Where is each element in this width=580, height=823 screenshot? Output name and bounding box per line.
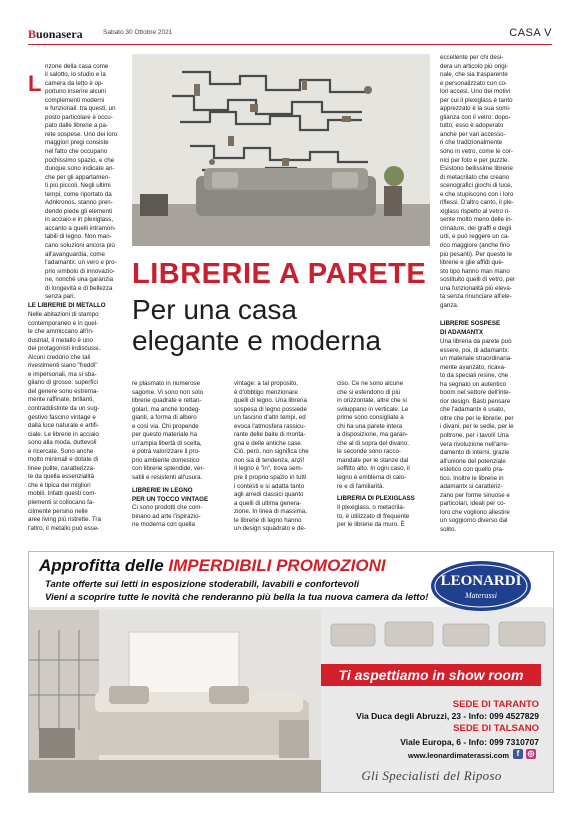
issue-date: Sabato 30 Ottobre 2021 xyxy=(103,29,173,36)
logo-subtitle: Materassi xyxy=(465,591,497,600)
col1-body: Nelle abitazioni di stampo contemporaneo e in quel- le che ammiccano all'in- dustrial, il metallo è uno dei protagonisti indiscussi. Alcuni credono che tali rivestimenti siano "freddi" e impersonali, ma si sba- gliano di grosso: superfici del genere sono estrema- mente raffinate, brillanti, contraddistinte da un sug- gestivo fascino vintage e dalla luce naturale e artifi- ciale. Le librerie in acciaio sono alla moda, duttevoli e ricercate. Sono anche molto minimali e dotate di linee pulite, caratterizza- te da quella essenzialità che è tipica dei migliori mobili. Infatti questi com- plementi si collocano fa- cilmente persino nelle aree living più ristrette. Tra l'altro, il metallo può esse- xyxy=(28,311,101,532)
brand-rest: uonasera xyxy=(36,27,83,41)
ad-offer-line: Tante offerte sui letti in esposizione stoderabili, lavabili e confortevoli xyxy=(45,579,360,590)
subheading-legno: LIBRERIE IN LEGNO PER UN TOCCO VINTAGE xyxy=(132,487,209,503)
brand-initial: B xyxy=(28,27,37,41)
bed-models-strip xyxy=(329,612,549,662)
article-intro xyxy=(28,54,125,310)
bedroom-photo xyxy=(29,610,321,792)
newspaper-brand xyxy=(28,27,83,42)
col3-body: vintage: a tal proposito, è d'obbligo menzionare quelli di legno. Una libreria sospesa di legno possiede un fascino d'altri tempi, ed evoca l'atmosfera rassicu- rante delle baite di monta- gna e delle antiche case. Ciò, però, non significa che non sia di tendenza, anzi! Il legno è "in", trova sem- pre il proprio spazio in tutti i contesti e si adatta tanto agli arredi classici quanto a quelli di ultima genera- zione. In linea di massima, le librerie di legno hanno un design squadrato e de- xyxy=(234,380,309,533)
sede-talsano-label: SEDE DI TALSANO xyxy=(453,723,539,734)
facebook-icon[interactable]: f xyxy=(513,749,523,759)
ad-headline-lead: Approfitta delle xyxy=(39,556,169,575)
subheading-adamantx: LIBRERIE SOSPESE DI ADAMANTX xyxy=(440,320,501,336)
website-link[interactable]: www.leonardimaterassi.com xyxy=(407,751,509,760)
article-title: LIBRERIE A PARETE xyxy=(132,258,427,290)
advertisement xyxy=(28,551,554,793)
ad-headline-promo: IMPERDIBILI PROMOZIONI xyxy=(168,556,386,575)
drop-cap: L xyxy=(28,71,42,96)
page-header xyxy=(28,27,552,43)
header-rule xyxy=(28,44,552,45)
sede-taranto-address: Via Duca degli Abruzzi, 23 - Info: 099 4527829 xyxy=(356,711,539,721)
col2-body2: Ci sono prodotti che com- binano ad arte l'ispirazio- ne moderna con quella xyxy=(132,504,203,529)
article-subtitle: Per una casa elegante e moderna xyxy=(132,294,382,356)
logo-name: LEONARDI xyxy=(440,573,522,589)
showroom-banner: Ti aspettiamo in show room xyxy=(321,664,541,686)
ad-headline xyxy=(39,556,386,576)
intro-text: nzone della casa come il salotto, lo studio e la camera da letto è op- portuno inserire alcuni complementi moderni e funzionali: tra questi, un posto particolare è occu- pato dalle librerie a pa- rete sospese. Uno dei loro maggiori pregi consiste nel fatto che occupano pochissimo spazio, e che dunque sono indicate an- che per gli appartamen- ti più piccoli. Negli ultimi tempi, come riportato da Adnkronos, stanno pren- dendo piede gli elementi in acciaio e in plexiglass, accanto a quelli intramon- tabili di legno. Non man- cano soluzioni ancora più all'avanguardia, come l'adamantx: un vero e pro- prio simbolo di innovazio- ne, nonché una garanzia di longevità e di bellezza senza pari. xyxy=(45,62,118,301)
subheading-metallo: LE LIBRERIE DI METALLO xyxy=(28,302,106,309)
instagram-icon[interactable]: ◎ xyxy=(527,749,535,758)
col5-body: eccellente per chi desi- dera un articolo più origi- nale, che sia trasparente e personalizzato con co- lori accesi. Uno dei motivi per cui il plexiglass è tanto apprezzato è la sua somi- glianza con il vetro: dopo- tutto, esso è adoperato anche per vari accesso- ri che tradizionalmente sono in vetro, come le cor- nici per foto e per puzzle. Esistono bellissime librerie di metacrilato che creano scenografici giochi di luce, e che stupiscono con i loro riflessi. D'altro canto, il ple- xiglass rispetto al vetro ri- sente molto meno delle in- crinature, dei graffi e degli urti, e può reggere un ca- rico maggiore (anche fino più pesanti). Per questo le librerie e glie affidi que- sto tipo hanno man mano sostituito quelli di vetro, per una funzionalità più eleva- ta senza rinunciare all'ele- ganza. xyxy=(440,54,515,309)
bookshelf-photo xyxy=(132,54,430,246)
subheading-plexiglass: LIBRERIA DI PLEXIGLASS xyxy=(337,495,415,502)
col2-body: re plasmato in numerose sagome. Vi sono non solo librerie quadrate e rettan- golari, ma anche tondeg- gianti, a forma di albero e così via. Chi propende per questo materiale ha un'ampia libertà di scelta, e potrà valorizzare il pro- prio ambiente domestico con librerie splendide, ver- satili e resistenti all'usura. xyxy=(132,380,205,482)
col4-body2: Il plexiglass, o metacrila- to, è utilizzato di frequente per le librerie da muro. È xyxy=(337,504,410,529)
sede-taranto-label: SEDE DI TARANTO xyxy=(452,699,539,710)
ad-novelty-line: Vieni a scoprire tutte le novità che renderanno più bella la tua nuova camera da letto! xyxy=(45,592,429,603)
col4-body: ciso. Ce ne sono alcune che si estendono di più in orizzontale, altre che si sviluppano in verticale. Le prime sono consigliate a chi ha una parete intera a disposizione, ma garan- che al di sopra del divano; le seconde sono racco- mandate per le stanze dal soffitto alto. In ogni caso, il legno è emblema di calo- re e di familiarità. xyxy=(337,380,410,490)
section-name: CASA V xyxy=(509,27,552,39)
leonardi-logo xyxy=(429,559,533,614)
sede-talsano-address: Viale Europa, 6 - Info: 099 7310707 xyxy=(400,737,539,747)
ad-slogan: Gli Specialisti del Riposo xyxy=(361,768,502,783)
col5-body2: Una libreria da parete può essere, poi, di adamantx: un materiale straordinaria- mente avanzato, ricava- to da speciali resine, che ha segnato un autentico boom nel settore dell'inte- rior design. Basti pensare che l'adamantx è usato, oltre che per le librerie, per i divani, per le sedie, per le poltrone, per i tavoli! Una vera rivoluzione nell'arre- damento di interni, grazie all'unione del potenziale estetico con quello pra- tico. Inoltre le librerie in adamantx si caratteriz- zano per forme sinuose e particolari, ideali per co- loro che vogliono allestire un soggiorno diverso dal solito. xyxy=(440,338,514,534)
